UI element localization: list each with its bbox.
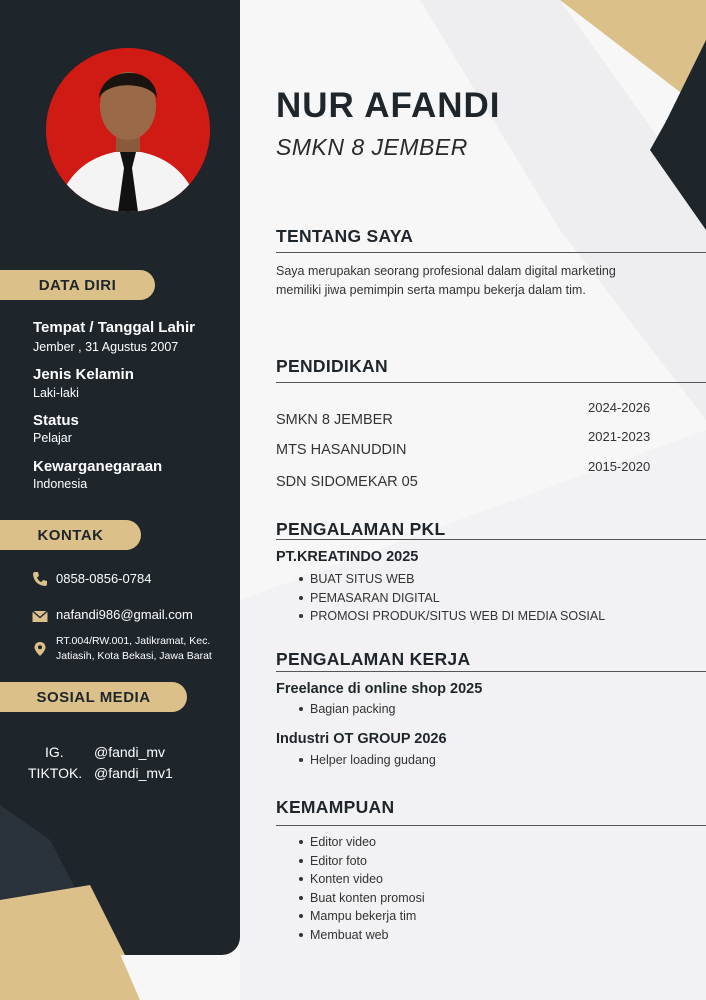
- ig-handle[interactable]: @fandi_mv: [94, 744, 166, 760]
- birth-label: Tempat / Tanggal Lahir: [33, 319, 195, 336]
- data-diri-heading: [0, 270, 155, 300]
- list-item: Bagian packing: [310, 700, 395, 719]
- edu-year-2: 2021-2023: [588, 429, 651, 444]
- status-label: Status: [33, 412, 79, 429]
- address-row: [32, 634, 212, 664]
- list-item: Mampu bekerja tim: [310, 907, 425, 926]
- list-item: Helper loading gudang: [310, 751, 436, 770]
- nationality-label: Kewarganegaraan: [33, 458, 163, 475]
- job-task-list-2: [310, 751, 436, 770]
- about-line-1: Saya merupakan seorang profesional dalam digital marketing: [276, 264, 616, 278]
- kontak-title: KONTAK: [37, 526, 104, 544]
- kerja-title: PENGALAMAN KERJA: [276, 649, 471, 669]
- phone-icon: [32, 571, 48, 587]
- list-item: Membuat web: [310, 926, 425, 945]
- edu-school-2: MTS HASANUDDIN: [276, 442, 407, 458]
- edu-school-1: SMKN 8 JEMBER: [276, 412, 393, 428]
- divider: [276, 539, 706, 540]
- list-item: PROMOSI PRODUK/SITUS WEB DI MEDIA SOSIAL: [310, 607, 605, 626]
- tiktok-handle[interactable]: @fandi_mv1: [94, 765, 173, 781]
- list-item: PEMASARAN DIGITAL: [310, 589, 605, 608]
- address-text: [56, 634, 212, 664]
- profile-photo: [46, 48, 210, 212]
- address-line-1: RT.004/RW.001, Jatikramat, Kec.: [56, 635, 211, 647]
- sosial-media-title: SOSIAL MEDIA: [36, 688, 151, 706]
- email-row[interactable]: [32, 607, 193, 625]
- sosial-media-heading: [0, 682, 187, 712]
- pkl-task-list: [310, 570, 605, 626]
- pkl-company: PT.KREATINDO 2025: [276, 549, 419, 565]
- school-subtitle: SMKN 8 JEMBER: [276, 134, 468, 160]
- about-text: [276, 262, 676, 300]
- data-diri-title: DATA DIRI: [38, 276, 117, 294]
- job-title-1: Freelance di online shop 2025: [276, 681, 483, 697]
- full-name: NUR AFANDI: [276, 86, 501, 125]
- status-value: Pelajar: [33, 431, 72, 445]
- edu-year-1: 2024-2026: [588, 400, 651, 415]
- list-item: Editor foto: [310, 852, 425, 871]
- list-item: Konten video: [310, 870, 425, 889]
- list-item: Editor video: [310, 833, 425, 852]
- list-item: BUAT SITUS WEB: [310, 570, 605, 589]
- tentang-saya-title: TENTANG SAYA: [276, 226, 414, 246]
- tiktok-platform: TIKTOK.: [28, 765, 83, 781]
- nationality-value: Indonesia: [33, 477, 88, 491]
- pendidikan-title: PENDIDIKAN: [276, 356, 388, 376]
- job-task-list-1: [310, 700, 395, 719]
- job-title-2: Industri OT GROUP 2026: [276, 731, 447, 747]
- divider: [276, 825, 706, 826]
- divider: [276, 382, 706, 383]
- sidebar: [0, 0, 240, 955]
- birth-value: Jember , 31 Agustus 2007: [33, 340, 179, 354]
- phone-row[interactable]: [32, 571, 151, 587]
- gender-label: Jenis Kelamin: [33, 366, 134, 383]
- email-icon: [32, 609, 48, 625]
- gender-value: Laki-laki: [33, 386, 79, 400]
- divider: [276, 252, 706, 253]
- kemampuan-title: KEMAMPUAN: [276, 797, 395, 817]
- divider: [276, 671, 706, 672]
- skill-list: [310, 833, 425, 944]
- about-line-2: memiliki jiwa pemimpin serta mampu bekerja dalam tim.: [276, 282, 586, 297]
- list-item: Buat konten promosi: [310, 889, 425, 908]
- ig-platform: IG.: [45, 744, 64, 760]
- edu-school-3: SDN SIDOMEKAR 05: [276, 474, 418, 490]
- kontak-heading: [0, 520, 141, 550]
- email-address: nafandi986@gmail.com: [56, 607, 193, 622]
- pkl-title: PENGALAMAN PKL: [276, 519, 446, 539]
- address-line-2: Jatiasih, Kota Bekasi, Jawa Barat: [56, 650, 212, 663]
- phone-number: 0858-0856-0784: [56, 571, 152, 586]
- location-pin-icon: [32, 641, 48, 657]
- sidebar-decoration: [0, 790, 240, 955]
- edu-year-3: 2015-2020: [588, 459, 651, 474]
